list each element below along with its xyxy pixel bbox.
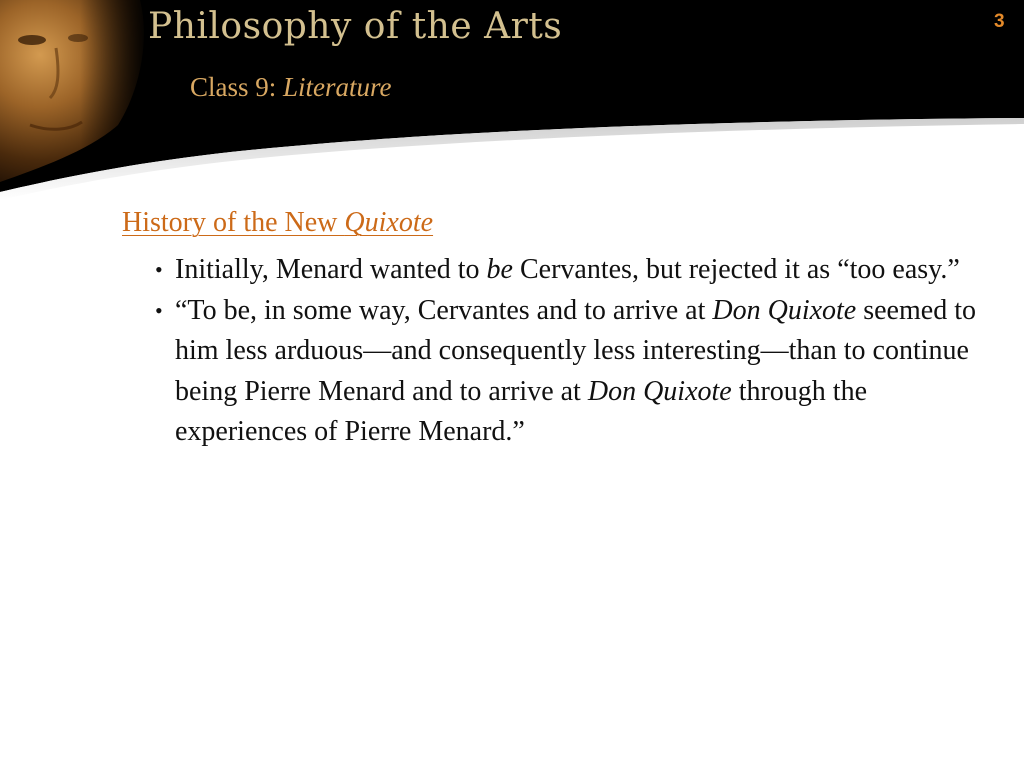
slide-subtitle bbox=[190, 72, 392, 103]
bullet-text-part: Cervantes, but rejected it as “too easy.” bbox=[512, 254, 960, 285]
bullet-list bbox=[155, 250, 995, 453]
slide-title: Philosophy of the Arts bbox=[148, 6, 563, 47]
subtitle-italic: Literature bbox=[283, 72, 392, 102]
bullet-text-part: “To be, in some way, Cervantes and to arrive at bbox=[175, 294, 713, 326]
subtitle-prefix: Class 9: bbox=[190, 72, 284, 102]
section-heading[interactable] bbox=[122, 207, 433, 239]
bullet-text-part: seemed to him less arduous—and consequently less interesting—than to continue being Pierre Menard and to arrive at bbox=[175, 294, 976, 407]
bullet-text-italic: Don Quixote bbox=[712, 294, 857, 326]
bullet-text-italic: be bbox=[486, 254, 513, 285]
bullet-text bbox=[175, 291, 995, 453]
bullet-text bbox=[175, 250, 995, 291]
bullet-item bbox=[155, 250, 995, 291]
portrait-eye-icon bbox=[68, 34, 88, 42]
bullet-text-italic: Don Quixote bbox=[587, 375, 732, 407]
slide-number: 3 bbox=[994, 11, 1005, 32]
bullet-item bbox=[155, 291, 995, 453]
heading-italic: Quixote bbox=[344, 207, 434, 238]
bullet-icon: • bbox=[155, 257, 163, 282]
bullet-text-part: Initially, Menard wanted to bbox=[175, 254, 487, 285]
heading-prefix: History of the New bbox=[122, 207, 345, 238]
bullet-text-part: through the experiences of Pierre Menard.” bbox=[175, 375, 868, 447]
portrait-eye-icon bbox=[18, 35, 46, 45]
bullet-icon: • bbox=[155, 297, 163, 323]
